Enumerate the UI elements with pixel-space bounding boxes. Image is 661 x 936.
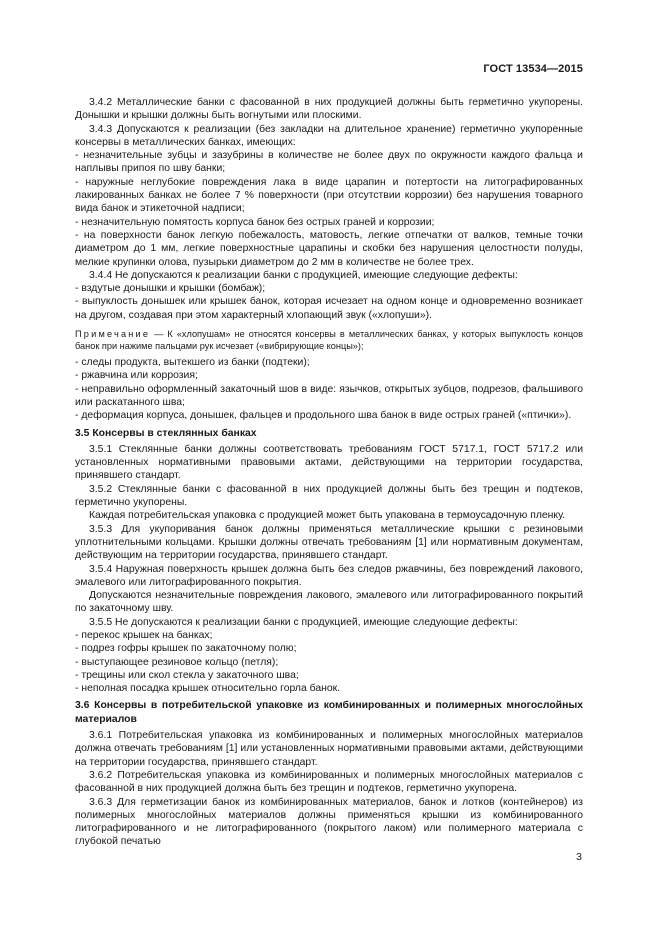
list-item: - деформация корпуса, донышек, фальцев и продольного шва банок в виде острых граней («птички»).: [75, 409, 583, 422]
document-body: [75, 96, 583, 849]
paragraph-3-5-4-b: Допускаются незначительные повреждения лакового, эмалевого или литографированного покрытий по закаточному шву.: [75, 590, 583, 615]
list-item: - наружные неглубокие повреждения лака в виде царапин и потертости на литографированных лакированных банках не более 7 % поверхности (при отсутствии коррозии) без нарушения товарного вида банок и этикеточной надписи;: [75, 176, 583, 216]
list-item: - неправильно оформленный закаточный шов в виде: язычков, открытых зубцов, подрезов, фальшивого или раскатанного шва;: [75, 383, 583, 410]
list-item: - выпуклость донышек или крышек банок, которая исчезает на одном конце и одновременно возникает на другом, создавая при этом характерный хлопающий звук («хлопуши»).: [75, 295, 583, 322]
section-heading-3-6: 3.6 Консервы в потребительской упаковке из комбинированных и полимерных многослойных материалов: [75, 700, 583, 725]
list-item: - на поверхности банок легкую побежалость, матовость, легкие отпечатки от валков, темные точки диаметром до 1 мм, легкие поверхностные царапины и скобки без нарушения целостности полуды, мелкие крупинки олова, пузырьки диаметром до 2 мм в количестве не более трех.: [75, 229, 583, 269]
paragraph-3-5-2: 3.5.2 Стеклянные банки с фасованной в них продукцией должны быть без трещин и подтеков, герметично укупорены.: [75, 483, 583, 509]
list-item: - перекос крышек на банках;: [75, 629, 583, 642]
note: [75, 328, 583, 352]
list-item: - вздутые донышки и крышки (бомбаж);: [75, 282, 583, 295]
paragraph-3-4-2: 3.4.2 Металлические банки с фасованной в них продукцией должны быть герметично укупорены. Донышки и крышки должны быть вогнутыми или плоскими.: [75, 97, 583, 122]
paragraph-3-4-4: 3.4.4 Не допускаются к реализации банки с продукцией, имеющие следующие дефекты:: [89, 269, 518, 281]
paragraph-3-5-3: 3.5.3 Для укупоривания банок должны применяться металлические крышки с резиновыми уплотнительными кольцами. Крышки должны отвечать требованиям [1] или нормативным документам, действующим на территории государства, принявшего стандарт.: [75, 523, 583, 562]
section-heading-3-5: 3.5 Консервы в стеклянных банках: [75, 427, 257, 439]
paragraph-3-6-2: 3.6.2 Потребительская упаковка из комбинированных и полимерных многослойных материалов с фасованной в них продукцией должна быть без трещин и подтеков, герметично укупорена.: [75, 769, 583, 795]
paragraph-3-5-5: 3.5.5 Не допускаются к реализации банки с продукцией, имеющие следующие дефекты:: [89, 616, 518, 628]
list-item: - следы продукта, вытекшего из банки (подтеки);: [75, 356, 583, 369]
page-number: 3: [576, 851, 582, 863]
list-item: - неполная посадка крышек относительно горла банок.: [75, 682, 583, 695]
paragraph-3-5-1: 3.5.1 Стеклянные банки должны соответствовать требованиям ГОСТ 5717.1, ГОСТ 5717.2 или установленных нормативными правовыми актами, действующими на территории государства, принявшего стандарт.: [75, 443, 583, 482]
paragraph-3-5-2-b: Каждая потребительская упаковка с продукцией может быть упакована в термоусадочную пленку.: [89, 510, 566, 522]
list-item: - незначительную помятость корпуса банок без острых граней и коррозии;: [75, 216, 583, 229]
paragraph-3-4-3: 3.4.3 Допускаются к реализации (без закладки на длительное хранение) герметично укупоренные консервы в металлических банках, имеющих:: [75, 123, 583, 148]
list-item: - ржавчина или коррозия;: [75, 369, 583, 382]
list-item: - подрез гофры крышек по закаточному полю;: [75, 642, 583, 655]
list-item: - незначительные зубцы и зазубрины в количестве не более двух по окружности каждого фальца и наплывы припоя по шву банки;: [75, 149, 583, 176]
note-text: — К «хлопушам» не относятся консервы в металлических банках, у которых выпуклость концов банок при нажиме пальцами рук исчезает («вибрирующие концы»);: [75, 329, 583, 352]
paragraph-3-5-4: 3.5.4 Наружная поверхность крышек должна быть без следов ржавчины, без повреждений лакового, эмалевого или литографированного покрытия.: [75, 563, 583, 588]
paragraph-3-6-1: 3.6.1 Потребительская упаковка из комбинированных и полимерных многослойных материалов должна отвечать требованиям [1] или установленных нормативными правовыми актами, действующими на территории государства, принявшего стандарт.: [75, 730, 583, 768]
list-item: - трещины или скол стекла у закаточного шва;: [75, 669, 583, 682]
note-label: Примечание: [75, 329, 151, 340]
paragraph-3-6-3: 3.6.3 Для герметизации банок из комбинированных материалов, банок и лотков (контейнеров) из полимерных многослойных материалов должны применяться крышки из комбинированного литографированного и не литографированного (покрытого лаком) или полимерного материала с глубокой печатью: [75, 796, 583, 848]
document-code: ГОСТ 13534—2015: [483, 63, 583, 75]
list-item: - выступающее резиновое кольцо (петля);: [75, 656, 583, 669]
